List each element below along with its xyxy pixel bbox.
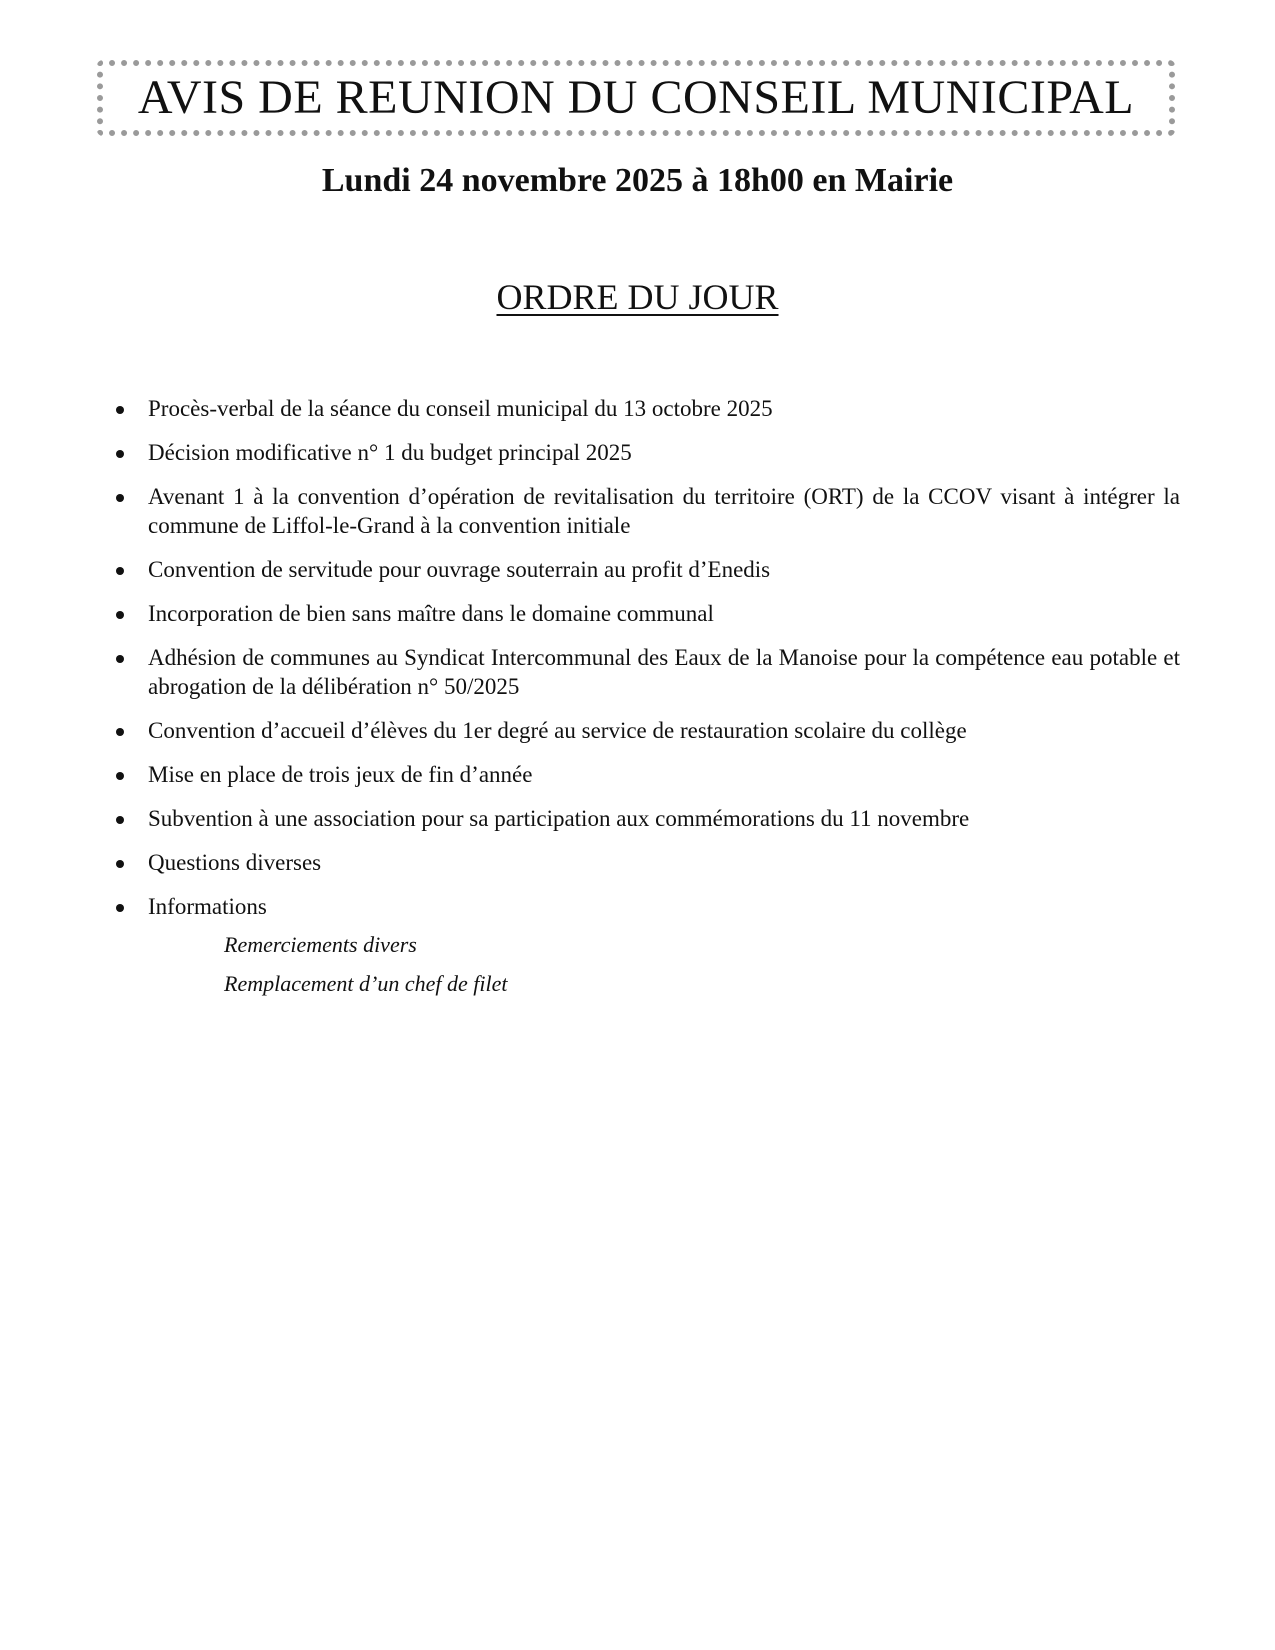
bullet-icon (116, 450, 124, 458)
agenda-item-text: Informations (148, 894, 267, 919)
bullet-icon (116, 406, 124, 414)
bullet-icon (116, 494, 124, 502)
page-title: AVIS DE REUNION DU CONSEIL MUNICIPAL (137, 71, 1135, 124)
bullet-icon (116, 655, 124, 663)
agenda-item (112, 394, 1180, 423)
agenda-item-text: Avenant 1 à la convention d’opération de revitalisation du territoire (ORT) de la CCOV visant à intégrer la commune de Liffol-le-Grand à la convention initiale (148, 484, 1180, 538)
agenda-item (112, 643, 1180, 701)
bullet-icon (116, 860, 124, 868)
agenda-item (112, 482, 1180, 540)
agenda-item (112, 804, 1180, 833)
agenda-item (112, 438, 1180, 467)
info-sub-item: Remerciements divers (224, 932, 417, 957)
bullet-icon (116, 772, 124, 780)
agenda-item (112, 848, 1180, 877)
agenda-item-text: Questions diverses (148, 850, 322, 875)
agenda-item (112, 892, 1180, 921)
title-frame (97, 60, 1175, 136)
agenda-item (112, 555, 1180, 584)
meeting-date: Lundi 24 novembre 2025 à 18h00 en Mairie (321, 162, 954, 199)
bullet-icon (116, 567, 124, 575)
agenda-heading: ORDRE DU JOUR (496, 277, 779, 317)
agenda-item-text: Mise en place de trois jeux de fin d’année (148, 762, 533, 787)
bullet-icon (116, 611, 124, 619)
bullet-icon (116, 904, 124, 912)
bullet-icon (116, 816, 124, 824)
agenda-item-text: Décision modificative n° 1 du budget principal 2025 (148, 440, 632, 465)
agenda-item-text: Subvention à une association pour sa participation aux commémorations du 11 novembre (148, 806, 970, 831)
agenda-item (112, 716, 1180, 745)
agenda-item (112, 760, 1180, 789)
agenda-item (112, 599, 1180, 628)
agenda-item-text: Convention d’accueil d’élèves du 1er degré au service de restauration scolaire du collège (148, 718, 967, 743)
agenda-item-text: Procès-verbal de la séance du conseil municipal du 13 octobre 2025 (148, 396, 773, 421)
agenda-list (112, 394, 1180, 936)
agenda-item-text: Incorporation de bien sans maître dans le domaine communal (148, 601, 714, 626)
agenda-item-text: Convention de servitude pour ouvrage souterrain au profit d’Enedis (148, 557, 771, 582)
bullet-icon (116, 728, 124, 736)
agenda-item-text: Adhésion de communes au Syndicat Intercommunal des Eaux de la Manoise pour la compétence eau potable et abrogation de la délibération n° 50/2025 (148, 645, 1180, 699)
info-sub-item: Remplacement d’un chef de filet (224, 971, 508, 996)
